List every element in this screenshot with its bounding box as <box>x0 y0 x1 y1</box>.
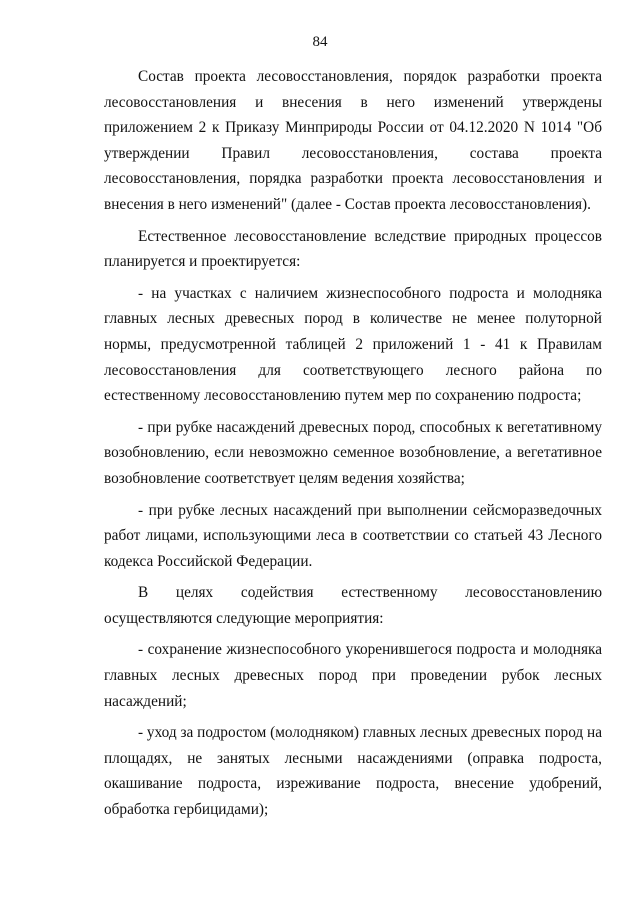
list-item-undergrowth-sites: - на участках с наличием жизнеспособного подроста и молодняка главных лесных древесных пород в количестве не менее полуторной нормы, предусмотренной таблицей 2 приложений 1 - 41 к Правилам лесовосстановления для соответствующего лесного района по естественному лесовосстановлению путем мер по сохранению подроста; <box>104 284 602 405</box>
paragraph-assistance-measures: В целях содействия естественному лесовосстановлению осуществляются следующие мероприятия: <box>104 584 602 627</box>
paragraph-composition: Состав проекта лесовосстановления, порядок разработки проекта лесовосстановления и внесения в него изменений утверждены приложением 2 к Приказу Минприроды России от 04.12.2020 N 1014 "Об утверждении Правил лесовосстановления, состава проекта лесовосстановления, порядка разработки проекта лесовосстановления и внесения в него изменений" (далее - Состав проекта лесовосстановления). <box>104 68 602 213</box>
document-body <box>104 64 602 823</box>
list-item-vegetative-renewal: - при рубке насаждений древесных пород, способных к вегетативному возобновлению, если невозможно семенное возобновление, а вегетативное возобновление соответствует целям ведения хозяйства; <box>104 418 602 487</box>
list-item-seismic-works: - при рубке лесных насаждений при выполнении сейсморазведочных работ лицами, использующими леса в соответствии со статьей 43 Лесного кодекса Российской Федерации. <box>104 501 602 570</box>
paragraph-natural-regeneration: Естественное лесовосстановление вследствие природных процессов планируется и проектируется: <box>104 227 602 271</box>
page-number: 84 <box>312 34 328 50</box>
list-item-preservation: - сохранение жизнеспособного укоренившегося подроста и молодняка главных лесных древесных пород при проведении рубок лесных насаждений; <box>104 641 602 710</box>
list-item-undergrowth-care: - уход за подростом (молодняком) главных лесных древесных пород на площадях, не занятых лесными насаждениями (оправка подроста, окашивание подроста, изреживание подроста, внесение удобрений, обработка гербицидами); <box>104 724 602 819</box>
